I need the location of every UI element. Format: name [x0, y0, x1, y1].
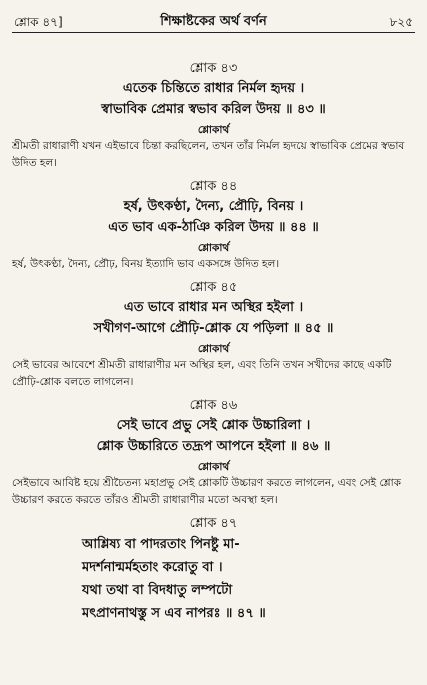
verse-line: হর্ষ, উৎকণ্ঠা, দৈন্য, প্রৌঢ়ি, বিনয় । — [123, 199, 304, 214]
verse-line: এত ভাবে রাধার মন অস্থির হইলা । — [123, 300, 304, 315]
translation-heading: শ্লোকার্থ — [197, 461, 230, 473]
verse-line: স্বাভাবিক প্রেমার স্বভাব করিল উদয় ॥ ৪৩ ॥ — [101, 102, 326, 117]
sloka-heading: শ্লোক ৪৩ — [189, 61, 238, 76]
verse-line: সেই ভাবে প্রভু সেই শ্লোক উচ্চারিলা । — [116, 418, 311, 433]
header-rule — [12, 32, 415, 33]
sloka-heading: শ্লোক ৪৫ — [189, 280, 238, 295]
verse-block — [12, 60, 415, 172]
translation-text: শ্রীমতী রাধারাণী যখন এইভাবে চিন্তা করছিলেন, তখন তাঁর নির্মল হৃদয়ে স্বাভাবিক প্রেমের স্বভাব উদিত হল। — [12, 140, 405, 169]
verse-line: এতেক চিন্তিতে রাধার নির্মল হৃদয় । — [122, 81, 305, 96]
sloka-heading: শ্লোক ৪৬ — [189, 398, 238, 413]
sanskrit-verse-block — [12, 515, 415, 625]
verse-block — [12, 279, 415, 391]
translation-text: হর্ষ, উৎকণ্ঠা, দৈন্য, প্রৌঢ়, বিনয় ইত্যাদি ভাব একসঙ্গে উদিত হল। — [12, 258, 280, 270]
sanskrit-line: যথা তথা বা বিদধাতু লম্পটো — [82, 583, 233, 598]
translation-heading: শ্লোকার্থ — [197, 124, 230, 136]
translation-text: সেইভাবে আবিষ্ট হয়ে শ্রীচৈতন্য মহাপ্রভু সেই শ্লোকটি উচ্চারণ করতে লাগলেন, এবং সেই শ্লোক উচ্চারণ করতে করতে তাঁরও শ্রীমতী রাধারাণীর মতো অবস্থা হল। — [12, 477, 401, 506]
header-verse-range: শ্লোক ৪৭] — [14, 15, 63, 29]
translation-text: সেই ভাবের আবেশে শ্রীমতী রাধারাণীর মন অস্থির হল, এবং তিনি তখন সখীদের কাছে একটি প্রৌঢ়ি-শ্লোক বলতে লাগলেন। — [12, 359, 392, 388]
verse-block — [12, 397, 415, 509]
verse-line: এত ভাব এক-ঠাঞি করিল উদয় ॥ ৪৪ ॥ — [108, 220, 319, 235]
chapter-title: শিক্ষাষ্টকের অর্থ বর্ণন — [160, 14, 267, 29]
verse-line: সখীগণ-আগে প্রৌঢ়ি-শ্লোক যে পড়িলা ॥ ৪৫ ॥ — [93, 321, 334, 336]
sanskrit-line: মদর্শনান্মর্মহতাং করোতু বা । — [82, 560, 223, 575]
translation-heading: শ্লোকার্থ — [197, 242, 230, 254]
verse-block — [12, 178, 415, 273]
sloka-heading: শ্লোক ৪৪ — [189, 179, 238, 194]
page-number: ৮২৫ — [389, 15, 413, 29]
sanskrit-line: আশ্লিষ্য বা পাদরতাং পিনষ্টু মা- — [82, 537, 240, 552]
verse-line: শ্লোক উচ্চারিতে তদ্রূপ আপনে হইলা ॥ ৪৬ ॥ — [96, 439, 331, 454]
page-body — [12, 60, 415, 625]
sanskrit-line: মৎপ্রাণনাথস্তু স এব নাপরঃ ॥ ৪৭ ॥ — [82, 606, 266, 621]
sloka-heading: শ্লোক ৪৭ — [189, 516, 238, 531]
page-header — [14, 12, 413, 32]
translation-heading: শ্লোকার্থ — [197, 343, 230, 355]
